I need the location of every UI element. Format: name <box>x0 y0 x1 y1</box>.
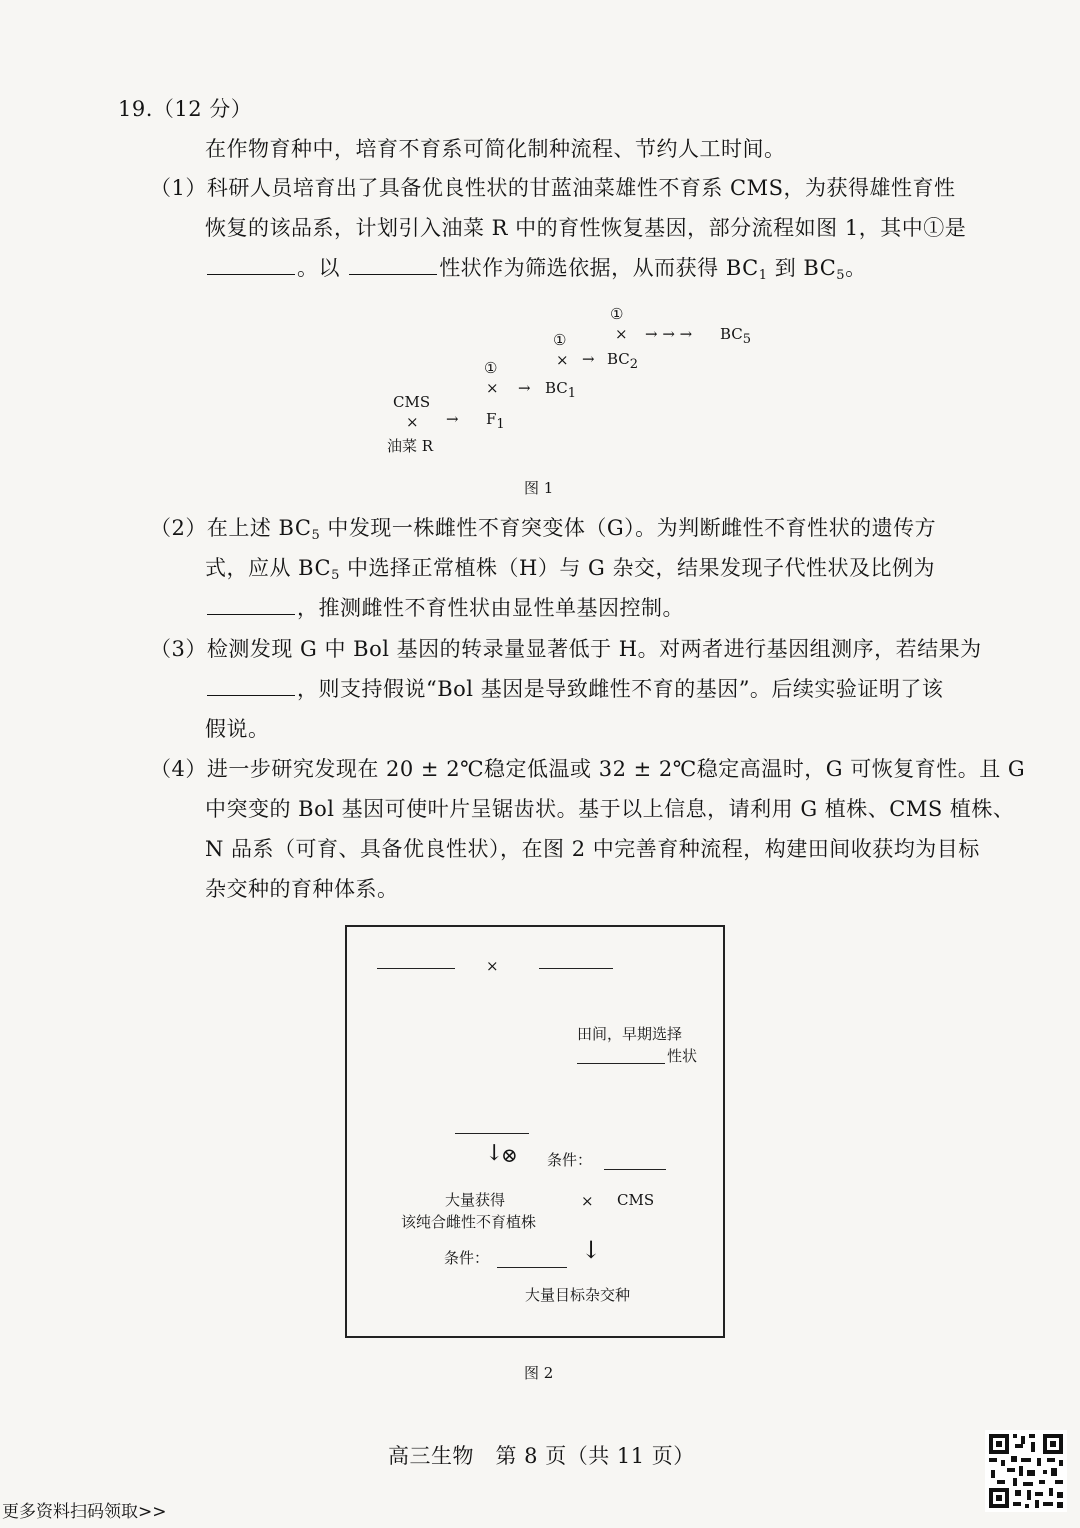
fig2-blank-trait[interactable] <box>577 1063 665 1064</box>
fig2-blank-condition-2[interactable] <box>497 1267 567 1268</box>
answer-blank-2[interactable] <box>349 273 437 275</box>
condition-label-2: 条件： <box>444 1249 490 1267</box>
figure-2-box <box>345 925 725 1338</box>
q2-line1: （2）在上述 $BC_5$ 中发现一株雌性不育突变体（G）。为判断雌性不育性状的遗传方 <box>150 516 937 543</box>
rapeseed-r-label: 油菜 R <box>387 437 434 455</box>
down-arrow-2: ↓ <box>581 1236 602 1264</box>
mass-obtain-label: 大量获得 <box>445 1191 506 1209</box>
fig2-cms-label: CMS <box>617 1191 655 1209</box>
fig2-blank-parent-1[interactable] <box>377 968 455 969</box>
q4-line2: 中突变的 Bol 基因可使叶片呈锯齿状。基于以上信息，请利用 G 植株、CMS 植株、 <box>205 797 1015 821</box>
bc1-label: BC1 <box>545 379 577 401</box>
down-arrow-1: ↓ <box>485 1141 504 1166</box>
pure-sterile-label: 该纯合雌性不育植株 <box>401 1213 537 1231</box>
bc2-label: BC2 <box>607 350 639 372</box>
selfing-symbol: ⊗ <box>501 1143 518 1167</box>
arrow-to-bc1: → <box>518 379 531 397</box>
trait-label: 性状 <box>667 1047 698 1065</box>
fig2-blank-parent-2[interactable] <box>539 968 613 969</box>
page-footer: 高三生物 第 8 页（共 11 页） <box>388 1444 695 1468</box>
arrow-to-f1: → <box>446 410 459 428</box>
q1-line2: 恢复的该品系，计划引入油菜 R 中的育性恢复基因，部分流程如图 1，其中①是 <box>205 216 967 240</box>
circle-marker-1: ① <box>484 359 498 377</box>
f1-label: F1 <box>486 410 505 432</box>
q2-line3: ，推测雌性不育性状由显性单基因控制。 <box>205 592 684 622</box>
intro-text: 在作物育种中，培育不育系可简化制种流程、节约人工时间。 <box>205 137 786 161</box>
fig2-blank-plant[interactable] <box>455 1133 529 1134</box>
bc5-label: BC5 <box>720 325 752 347</box>
fig2-blank-condition-1[interactable] <box>604 1169 666 1170</box>
cross-symbol-1: × <box>406 413 419 431</box>
question-number: 19.（12 分） <box>118 97 253 121</box>
qr-code-icon[interactable] <box>985 1430 1067 1512</box>
q4-line1: （4）进一步研究发现在 20 ± 2℃稳定低温或 32 ± 2℃稳定高温时，G 可恢复育性。且 G <box>150 757 1026 781</box>
circle-marker-2: ① <box>553 331 567 349</box>
target-hybrid-label: 大量目标杂交种 <box>525 1286 631 1304</box>
figure-1-caption: 图 1 <box>524 479 554 497</box>
condition-label-1: 条件： <box>547 1151 593 1169</box>
q4-line4: 杂交种的育种体系。 <box>205 877 399 901</box>
q3-line1: （3）检测发现 G 中 Bol 基因的转录量显著低于 H。对两者进行基因组测序，若结果为 <box>150 637 982 661</box>
answer-blank-1[interactable] <box>207 273 295 275</box>
field-select-label: 田间，早期选择 <box>577 1025 683 1043</box>
circle-marker-3: ① <box>610 305 624 323</box>
figure-2-caption: 图 2 <box>524 1364 554 1382</box>
fig2-cross-top: × <box>486 957 499 975</box>
more-resources-text[interactable]: 更多资料扫码领取>> <box>2 1502 167 1522</box>
answer-blank-3[interactable] <box>207 613 295 615</box>
fig2-cross-bottom: × <box>581 1192 594 1210</box>
q3-line2: ，则支持假说“Bol 基因是导致雌性不育的基因”。后续实验证明了该 <box>205 673 943 703</box>
q3-line3: 假说。 <box>205 717 270 741</box>
cross-symbol-4: × <box>615 325 628 343</box>
cross-symbol-2: × <box>486 379 499 397</box>
q4-line3: N 品系（可育、具备优良性状），在图 2 中完善育种流程，构建田间收获均为目标 <box>205 837 980 861</box>
cms-label: CMS <box>393 393 431 411</box>
answer-blank-4[interactable] <box>207 694 295 696</box>
q1-line3: 。以 性状作为筛选依据，从而获得 $BC_1$ 到 $BC_5$。 <box>205 252 867 283</box>
cross-symbol-3: × <box>556 351 569 369</box>
arrow-chain: → → → <box>645 325 693 343</box>
q1-line1: （1）科研人员培育出了具备优良性状的甘蓝油菜雄性不育系 CMS，为获得雄性育性 <box>150 176 956 200</box>
q2-line2: 式，应从 $BC_5$ 中选择正常植株（H）与 G 杂交，结果发现子代性状及比例为 <box>205 556 935 583</box>
arrow-to-bc2: → <box>582 350 595 368</box>
